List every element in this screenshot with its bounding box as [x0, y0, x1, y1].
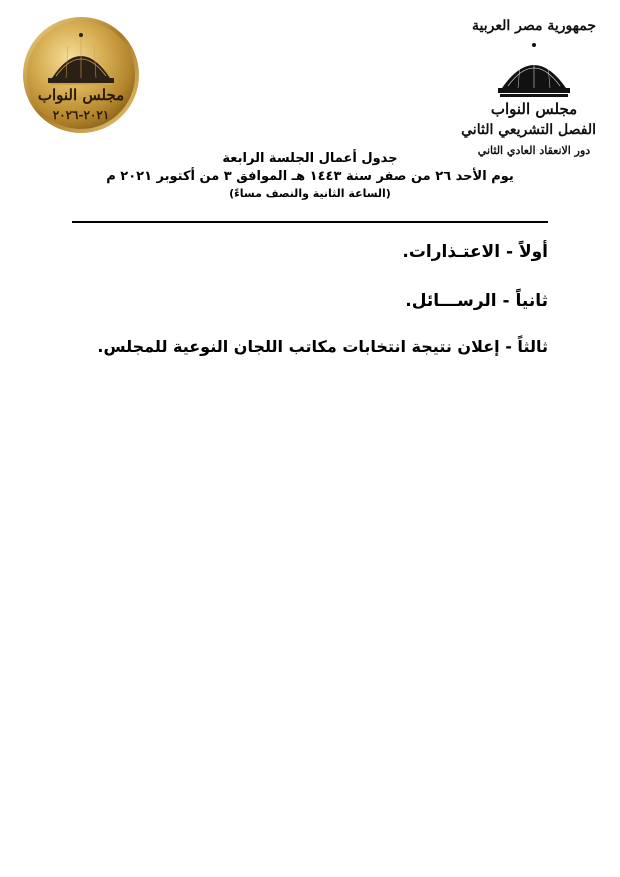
agenda-item-text: الرســـائل. [405, 291, 503, 311]
agenda-item-number: ثالثاً - [505, 337, 548, 356]
parliament-dome-icon [494, 42, 574, 98]
agenda-item-text: إعلان نتيجة انتخابات مكاتب اللجان النوعية للمجلس. [97, 337, 506, 356]
legislative-term: الفصل التشريعي الثاني [461, 122, 596, 138]
council-name: مجلس النواب [490, 100, 578, 118]
agenda-item-number: ثانياً - [502, 291, 548, 311]
session-round: دور الانعقاد العادي الثاني [477, 144, 591, 157]
title-divider [72, 221, 548, 223]
council-header-logo [461, 18, 596, 157]
council-emblem-logo [22, 16, 140, 134]
agenda-date: يوم الأحد ٢٦ من صفر سنة ١٤٤٣ هـ الموافق ٣ من أكتوبر ٢٠٢١ م [106, 169, 514, 184]
agenda-time: (الساعة الثانية والنصف مساءً) [229, 187, 391, 200]
agenda-item-text: الاعتـذارات. [402, 242, 506, 262]
agenda-title: جدول أعمال الجلسة الرابعة [222, 151, 398, 166]
agenda-item [88, 337, 548, 356]
republic-name: جمهورية مصر العربية [472, 18, 596, 34]
agenda-item [88, 291, 548, 311]
agenda-item-number: أولاً - [505, 242, 548, 262]
emblem-council-name: مجلس النواب [37, 86, 125, 104]
emblem-years: ٢٠٢١-٢٠٢٦ [52, 108, 110, 122]
agenda-title-block [60, 150, 560, 202]
agenda-item [88, 242, 548, 262]
